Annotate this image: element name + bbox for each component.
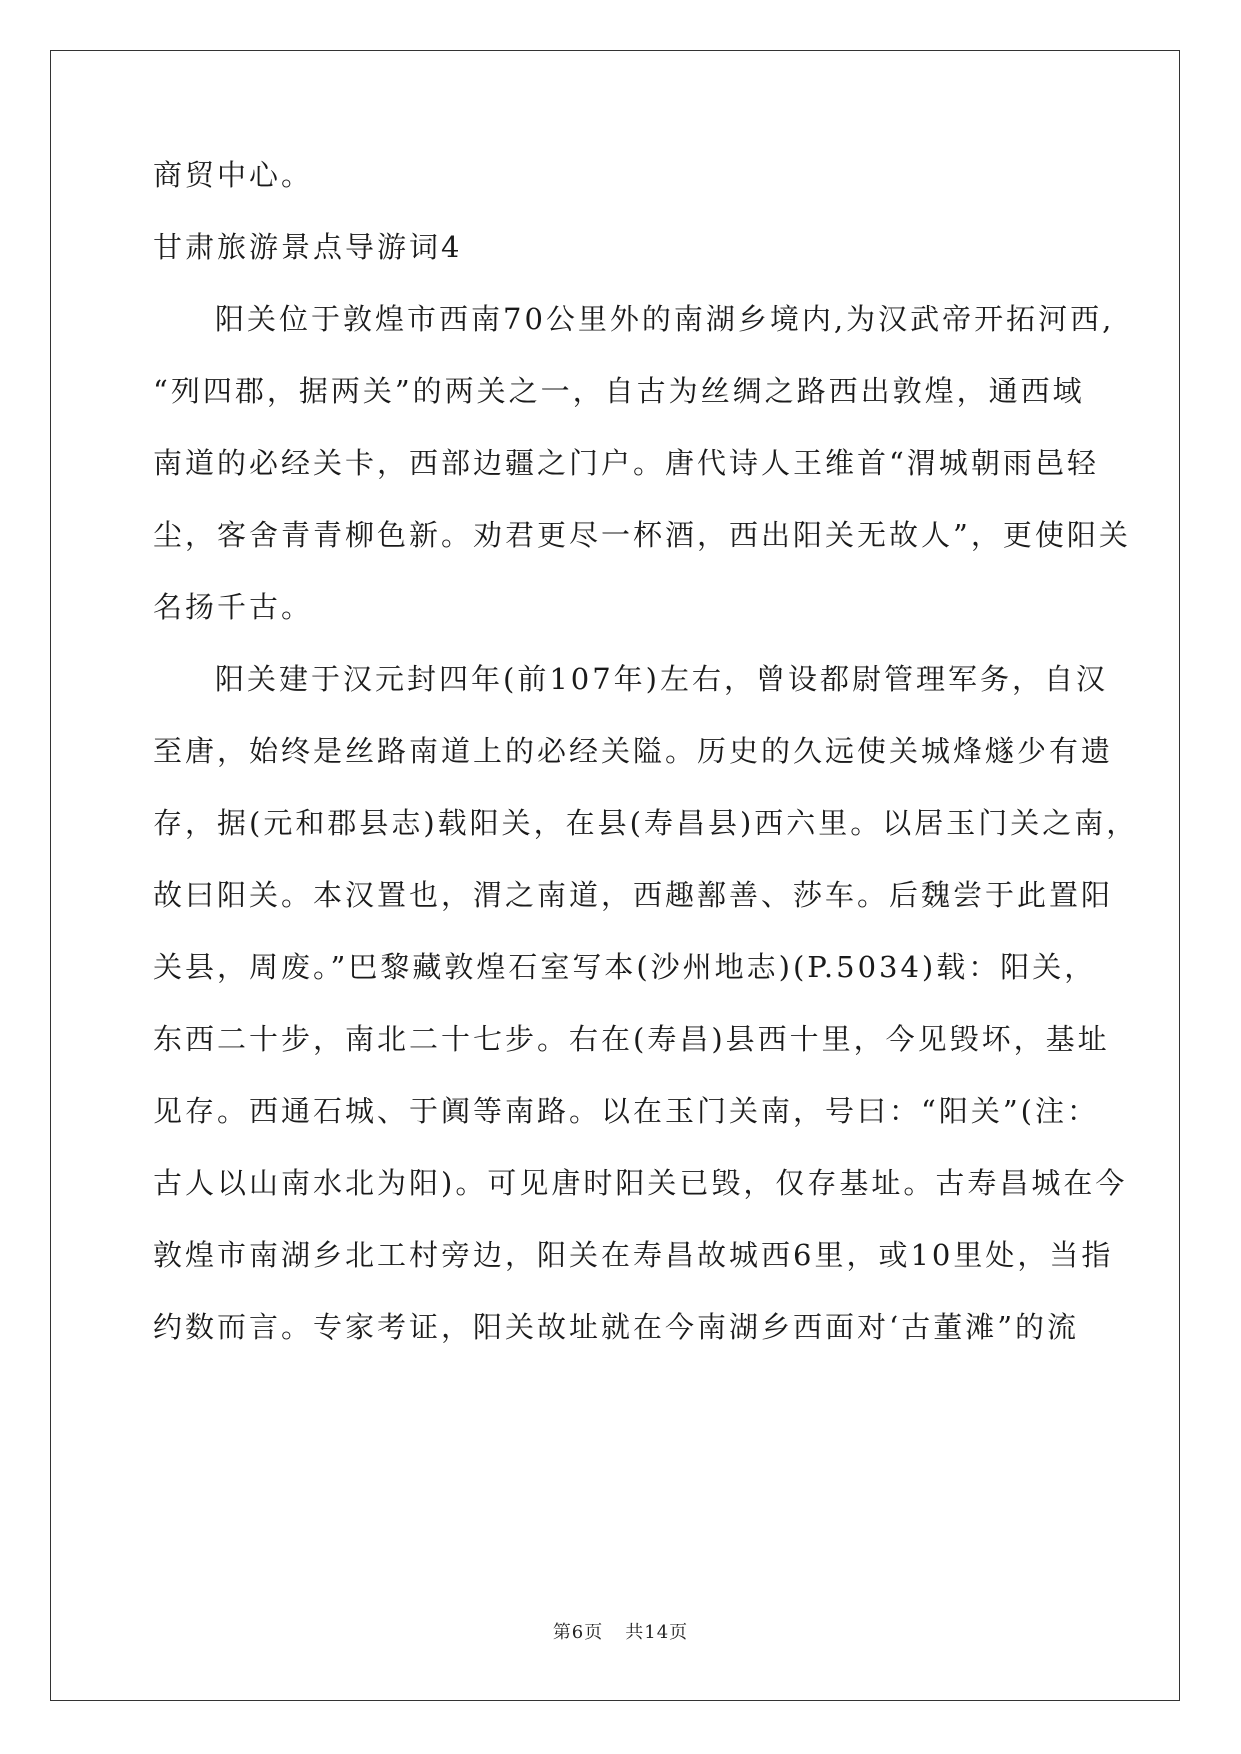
page-border: [50, 50, 1180, 1701]
page-number: 第6页: [552, 1622, 604, 1643]
text-line: 敦煌市南湖乡北工村旁边，阳关在寿昌故城西6里，或10里处，当指: [153, 1238, 1114, 1272]
text-line: 尘，客舍青青柳色新。劝君更尽一杯酒，西出阳关无故人”，更使阳关: [153, 518, 1131, 552]
page-footer: [0, 1622, 1241, 1644]
text-line: 见存。西通石城、于阗等南路。以在玉门关南，号曰：“阳关”(注：: [153, 1094, 1099, 1128]
text-line: 东西二十步，南北二十七步。右在(寿昌)县西十里，今见毁坏，基址: [153, 1022, 1110, 1056]
text-line: 名扬千古。: [153, 590, 314, 624]
text-line: 阳关位于敦煌市西南70公里外的南湖乡境内,为汉武帝开拓河西,: [215, 302, 1115, 336]
text-line: 约数而言。专家考证，阳关故址就在今南湖乡西面对‘古董滩”的流: [153, 1310, 1080, 1344]
text-line: 故曰阳关。本汉置也，渭之南道，西趣鄯善、莎车。后魏尝于此置阳: [153, 878, 1114, 912]
text-line: 关县，周废。”巴黎藏敦煌石室写本(沙州地志)(P.5034)载：阳关，: [153, 950, 1097, 984]
section-heading: 甘肃旅游景点导游词4: [153, 230, 463, 264]
text-line: 古人以山南水北为阳)。可见唐时阳关已毁，仅存基址。古寿昌城在今: [153, 1166, 1128, 1200]
text-line: 南道的必经关卡，西部边疆之门户。唐代诗人王维首“渭城朝雨邑轻: [153, 446, 1099, 480]
text-line: 至唐，始终是丝路南道上的必经关隘。历史的久远使关城烽燧少有遗: [153, 734, 1114, 768]
page-total: 共14页: [625, 1622, 689, 1643]
text-line: 阳关建于汉元封四年(前107年)左右，曾设都尉管理军务，自汉: [215, 662, 1108, 696]
text-line: “列四郡，据两关”的两关之一，自古为丝绸之路西出敦煌，通西域: [153, 374, 1085, 408]
text-line: 商贸中心。: [153, 158, 314, 192]
text-line: 存，据(元和郡县志)载阳关，在县(寿昌县)西六里。以居玉门关之南，: [153, 806, 1139, 840]
